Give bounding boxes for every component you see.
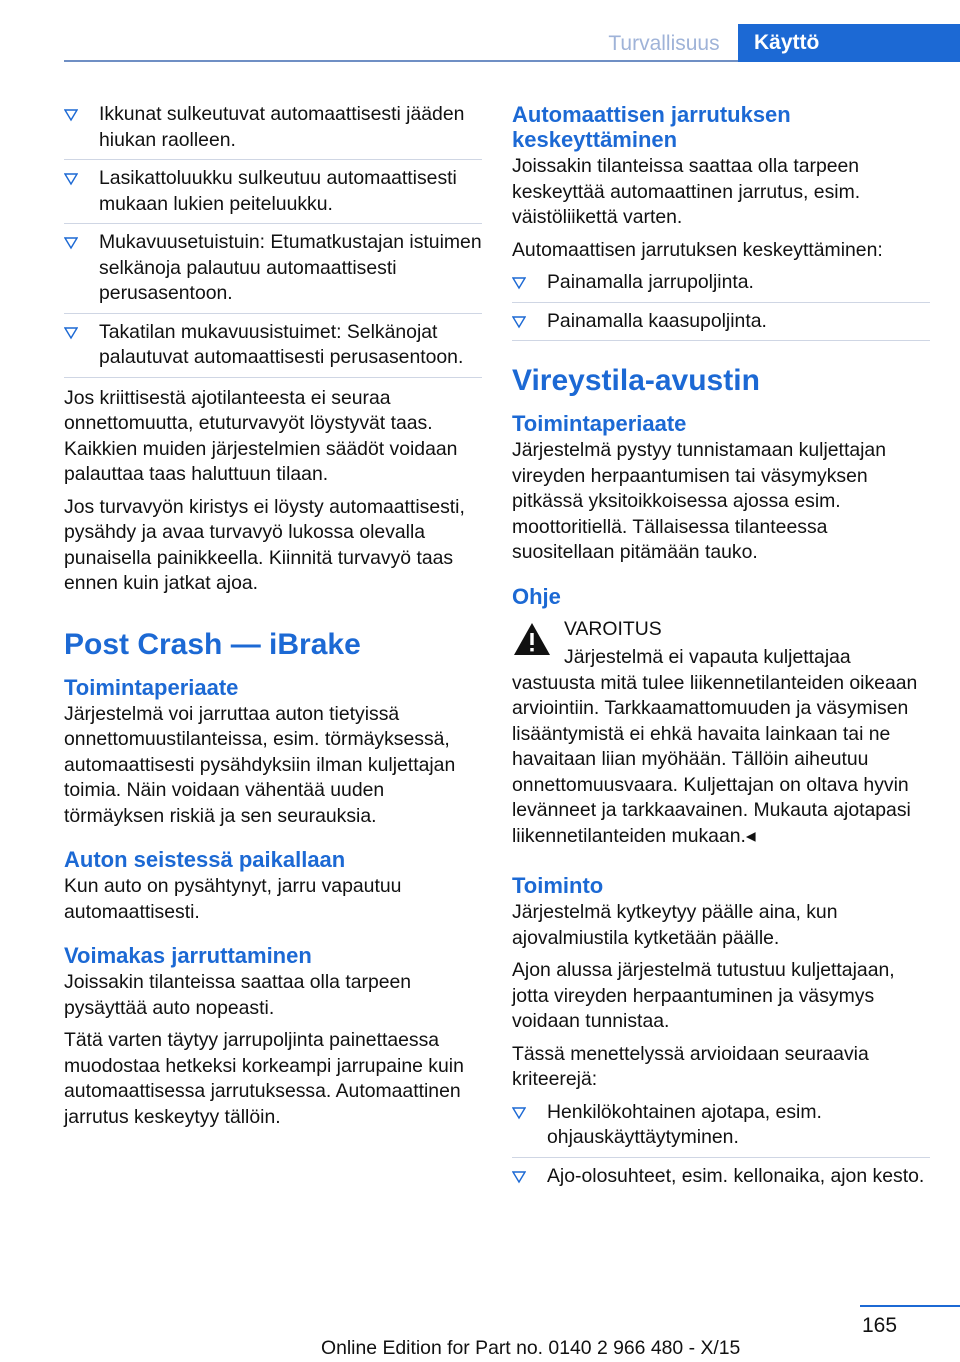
paragraph: Automaattisen jarrutuksen keskeyttäminen: <box>512 238 883 261</box>
paragraph: Järjestelmä pystyy tunnistamaan kuljettajan vireyden herpaantumisen tai väsymyksen pitkässä yksitoikkoisessa ajossa esim. moottoritiellä. Tällaisessa tilanteessa suositellaan pitämään tauko. <box>512 439 886 563</box>
paragraph: Jos turvavyön kiristys ei löysty automaattisesti, pysähdy ja avaa turvavyö lukossa olevalla punaisella painikkeella. Kiinnitä turvavyö taas ennen kuin jatkat ajoa. <box>64 495 465 594</box>
subheading-principle: Toimintaperiaate <box>64 674 239 700</box>
tab-turvallisuus[interactable]: Turvallisuus <box>608 32 720 55</box>
triangle-bullet-icon <box>64 108 78 122</box>
subheading-principle: Toimintaperiaate <box>512 411 687 436</box>
subheading-strong-braking: Voimakas jarruttaminen <box>64 943 312 968</box>
triangle-bullet-icon <box>64 172 78 186</box>
paragraph: Kun auto on pysähtynyt, jarru vapautuu automaattisesti. <box>64 875 402 923</box>
subheading-function: Toiminto <box>512 873 604 898</box>
paragraph: Ajon alussa järjestelmä tutustuu kuljettajaan, jotta vireyden herpaantuminen ja väsymys voidaan tunnistaa. <box>512 959 895 1032</box>
left-bullet-list <box>64 102 482 378</box>
triangle-bullet-icon <box>512 1106 526 1120</box>
paragraph: Jos kriittisestä ajotilanteesta ei seuraa onnettomuutta, etuturvavyöt löystyvät taas. Kaikkien muiden järjestelmien säädöt voidaan palauttaa taas haluttuun tilaan. <box>64 386 458 485</box>
triangle-bullet-icon <box>512 276 526 290</box>
section-title-post-crash: Post Crash — iBrake <box>64 627 361 661</box>
footer-rule <box>860 1305 960 1307</box>
subheading-standing: Auton seistessä paikallaan <box>64 847 346 872</box>
list-item-text: Henkilökohtainen ajotapa, esim. ohjauskäyttäytyminen. <box>547 1100 822 1148</box>
list-item-text: Ajo-olosuhteet, esim. kellonaika, ajon kesto. <box>547 1164 925 1187</box>
tab-kaytto[interactable]: Käyttö <box>738 24 960 62</box>
subheading-note: Ohje <box>512 583 561 609</box>
paragraph: Joissakin tilanteissa saattaa olla tarpeen keskeyttää automaattinen jarrutus, esim. väistöliikettä varten. <box>512 155 861 228</box>
paragraph: Tässä menettelyssä arvioidaan seuraavia kriteerejä: <box>512 1042 869 1090</box>
warning-triangle-icon <box>512 621 552 657</box>
warning-body: Järjestelmä ei vapauta kuljettajaa vastuusta mitä tulee liikennetilanteiden oikeaan arviointiin. Tarkkaamattomuuden ja väsymisen lisääntymistä ei ehkä havaita lainkaan tai ne havaitaan liian myöhään. Tällöin aiheutuu onnettomuusvaara. Kuljettajan on oltava hyvin levänneet ja tarkkaavainen. Mukauta ajotapasi liikennetilanteiden mukaan.◂ <box>512 646 918 847</box>
list-item <box>64 320 482 378</box>
list-item-text: Ikkunat sulkeutuvat automaattisesti jääden hiukan raolleen. <box>99 103 465 151</box>
triangle-bullet-icon <box>512 1170 526 1184</box>
paragraph: Järjestelmä voi jarruttaa auton tietyissä onnettomuustilanteissa, esim. törmäyksessä, automaattisesti pysähdyksiin ilman kuljettajan toimia. Näin voidaan vähentää uuden törmäyksen riskiä ja sen seurauksia. <box>64 702 456 827</box>
subheading-interrupt: Automaattisen jarrutuksen keskeyttäminen <box>512 102 791 152</box>
list-item-text: Lasikattoluukku sulkeutuu automaattisesti mukaan lukien peiteluukku. <box>99 167 457 215</box>
list-item <box>512 1100 930 1158</box>
list-item <box>512 1164 930 1196</box>
triangle-bullet-icon <box>512 315 526 329</box>
list-item <box>64 230 482 314</box>
list-item <box>512 270 930 303</box>
interrupt-bullet-list <box>512 270 930 341</box>
paragraph: Järjestelmä kytkeytyy päälle aina, kun ajovalmiustila kytketään päälle. <box>512 901 838 949</box>
right-column <box>512 102 930 1203</box>
left-column <box>64 102 482 1137</box>
warning-title: VAROITUS <box>564 617 662 640</box>
list-item <box>64 166 482 224</box>
paragraph: Tätä varten täytyy jarrupoljinta painettaessa muodostaa hetkeksi korkeampi jarrupaine kuin automaattisessa jarrutuksessa. Automaattinen jarrutus keskeytyy tällöin. <box>64 1029 464 1128</box>
paragraph: Joissakin tilanteissa saattaa olla tarpeen pysäyttää auto nopeasti. <box>64 971 412 1019</box>
triangle-bullet-icon <box>64 236 78 250</box>
triangle-bullet-icon <box>64 326 78 340</box>
edition-note: Online Edition for Part no. 0140 2 966 480 - X/15 <box>321 1337 741 1359</box>
warning-block <box>512 617 930 850</box>
criteria-bullet-list <box>512 1100 930 1196</box>
list-item-text: Takatilan mukavuusistuimet: Selkänojat palautuvat automaattisesti perusasentoon. <box>99 320 464 368</box>
list-item-text: Painamalla kaasupoljinta. <box>547 309 767 332</box>
list-item-text: Mukavuusetuistuin: Etumatkustajan istuimen selkänoja palautuu automaattisesti perusasentoon. <box>99 231 482 304</box>
list-item <box>64 102 482 160</box>
list-item-text: Painamalla jarrupoljinta. <box>547 271 754 293</box>
page-number: 165 <box>862 1314 898 1337</box>
section-title-vireystila: Vireystila-avustin <box>512 364 760 397</box>
list-item <box>512 309 930 342</box>
